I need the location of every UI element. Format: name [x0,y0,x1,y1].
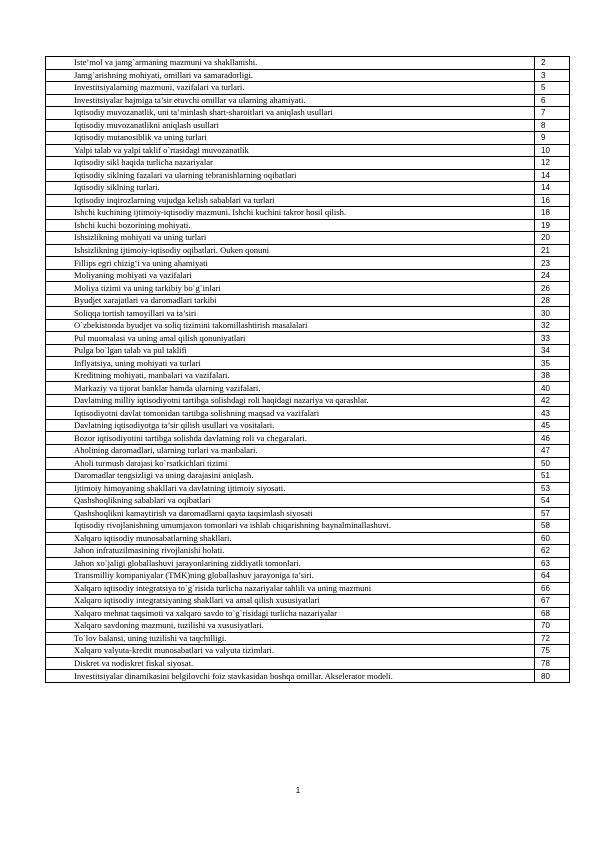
toc-row [46,57,570,70]
toc-row [46,344,570,357]
toc-entry-title: Davlatning iqtisodiyotga ta’sir qilish usullari va vositalari. [46,419,535,432]
toc-row [46,244,570,257]
toc-entry-title: Transmilliy kompaniyalar (TMK)ning globallashuv jarayoniga ta’siri. [46,570,535,583]
toc-entry-page: 45 [535,419,570,432]
toc-entry-title: Iqtisodiy inqirozlarning vujudga kelish sabablari va turlari [46,194,535,207]
toc-entry-title: Jahon xo`jaligi globallashuvi jarayonlarining ziddiyatli tomonlari. [46,557,535,570]
toc-entry-title: Iqtisodiyotni davlat tomonidan tartibga solishning maqsad va vazifalari [46,407,535,420]
toc-entry-page: 46 [535,432,570,445]
toc-entry-title: To`lov balansi, uning tuzilishi va taqchilligi. [46,632,535,645]
toc-entry-title: Pul muomalasi va uning amal qilish qonuniyatlari [46,332,535,345]
toc-entry-page: 12 [535,157,570,170]
toc-entry-page: 33 [535,332,570,345]
toc-row [46,282,570,295]
toc-row [46,219,570,232]
toc-entry-page: 50 [535,457,570,470]
toc-entry-page: 38 [535,369,570,382]
toc-entry-page: 57 [535,507,570,520]
toc-entry-page: 58 [535,520,570,533]
toc-row [46,507,570,520]
toc-row [46,169,570,182]
toc-row [46,657,570,670]
toc-entry-page: 14 [535,169,570,182]
toc-row [46,470,570,483]
toc-entry-page: 10 [535,144,570,157]
toc-entry-page: 54 [535,495,570,508]
toc-row [46,69,570,82]
toc-entry-page: 16 [535,194,570,207]
toc-entry-page: 2 [535,57,570,70]
toc-row [46,144,570,157]
toc-entry-page: 8 [535,119,570,132]
toc-entry-title: Qashshoqlikni kamaytirish va daromadlarni qayta taqsimlash siyosati [46,507,535,520]
toc-entry-title: Iqtisodiy rivojlanishning umumjaxon tomonlari va ishlab chiqarishning baynalminallashuvi. [46,520,535,533]
toc-entry-title: Yalpi talab va yalpi taklif o`rtasidagi muvozanatlik [46,144,535,157]
toc-entry-title: Investitsiyalar hajmiga ta’sir etuvchi omillar va ularning ahamiyati. [46,94,535,107]
toc-entry-title: Moliya tizimi va uning tarkibiy bo`g`inlari [46,282,535,295]
toc-row [46,407,570,420]
toc-entry-page: 53 [535,482,570,495]
toc-row [46,269,570,282]
toc-entry-title: Iste’mol va jamg`armaning mazmuni va shakllanishi. [46,57,535,70]
toc-row [46,157,570,170]
toc-row [46,94,570,107]
toc-entry-page: 60 [535,532,570,545]
toc-row [46,645,570,658]
toc-row [46,595,570,608]
toc-entry-page: 75 [535,645,570,658]
toc-entry-title: Iqtisodiy muvozanatlikni aniqlash usullari [46,119,535,132]
toc-entry-page: 26 [535,282,570,295]
toc-entry-page: 67 [535,595,570,608]
toc-entry-title: Iqtisodiy mutanosiblik va uning turlari [46,132,535,145]
toc-row [46,632,570,645]
toc-row [46,232,570,245]
toc-entry-page: 32 [535,319,570,332]
toc-entry-page: 35 [535,357,570,370]
toc-row [46,382,570,395]
toc-row [46,107,570,120]
toc-row [46,557,570,570]
toc-row [46,119,570,132]
toc-row [46,357,570,370]
toc-entry-title: Ijtimoiy himoyaning shakllari va davlatning ijtimoiy siyosati. [46,482,535,495]
toc-entry-title: Xalqaro valyuta-kredit munosabatlari va valyuta tizimlari. [46,645,535,658]
toc-row [46,194,570,207]
toc-entry-page: 3 [535,69,570,82]
toc-entry-page: 7 [535,107,570,120]
toc-entry-page: 34 [535,344,570,357]
toc-entry-page: 30 [535,307,570,320]
toc-entry-title: Aholi turmush darajasi ko`rsatkichlari tizimi [46,457,535,470]
toc-entry-page: 70 [535,620,570,633]
toc-row [46,457,570,470]
toc-entry-title: Investitsiyalarning mazmuni, vazifalari va turlari. [46,82,535,95]
table-of-contents [45,56,570,683]
toc-entry-title: Bozor iqtisodiyotini tartibga solishda davlatning roli va chegaralari. [46,432,535,445]
toc-row [46,670,570,683]
toc-row [46,607,570,620]
toc-row [46,419,570,432]
toc-entry-page: 14 [535,182,570,195]
toc-entry-title: Diskret va nodiskret fiskal siyosat. [46,657,535,670]
toc-entry-page: 43 [535,407,570,420]
toc-entry-page: 66 [535,582,570,595]
toc-entry-page: 21 [535,244,570,257]
toc-entry-title: Xalqaro iqtisodiy integratsiyaning shakllari va amal qilish xususiyatlari [46,595,535,608]
toc-entry-page: 64 [535,570,570,583]
toc-entry-title: Fillips egri chizig‘i va uning ahamiyati [46,257,535,270]
toc-entry-title: Pulga bo`lgan talab va pul taklifi [46,344,535,357]
toc-row [46,182,570,195]
toc-entry-title: Xalqaro mehnat taqsimoti va xalqaro savdo to`g`risidagi turlicha nazariyalar [46,607,535,620]
toc-row [46,307,570,320]
toc-entry-title: Soliqqa tortish tamoyillari va ta’siri [46,307,535,320]
toc-row [46,82,570,95]
toc-entry-title: Ishchi kuchining ijtimoiy-iqtisodiy mazmuni. Ishchi kuchini takror hosil qilish. [46,207,535,220]
toc-entry-title: Inflyatsiya, uning mohiyati va turlari [46,357,535,370]
toc-entry-page: 42 [535,394,570,407]
toc-entry-page: 19 [535,219,570,232]
toc-entry-title: Xalqaro savdoning mazmuni, tuzilishi va xususiyatlari. [46,620,535,633]
toc-row [46,495,570,508]
toc-entry-page: 80 [535,670,570,683]
toc-entry-title: Iqtisodiy sikl haqida turlicha nazariyalar [46,157,535,170]
toc-entry-title: Moliyaning mohiyati va vazifalari [46,269,535,282]
toc-entry-page: 78 [535,657,570,670]
toc-entry-title: Byudjet xarajatlari va daromadlari tarkibi [46,294,535,307]
toc-entry-title: Jahon infratuzilmasining rivojlanishi holati. [46,545,535,558]
toc-row [46,482,570,495]
toc-entry-title: Ishsizlikning mohiyati va uning turlari [46,232,535,245]
toc-entry-page: 51 [535,470,570,483]
toc-entry-title: Davlatning milliy iqtisodiyotni tartibga solishdagi roli haqidagi nazariya va qarashlar. [46,394,535,407]
toc-row [46,432,570,445]
toc-row [46,369,570,382]
toc-entry-title: Markaziy va tijorat banklar hamda ularning vazifalari. [46,382,535,395]
toc-entry-title: Aholining daromadlari, ularning turlari va manbalari. [46,444,535,457]
toc-entry-page: 47 [535,444,570,457]
toc-entry-title: Kreditning mohiyati, manbalari va vazifalari. [46,369,535,382]
toc-entry-page: 20 [535,232,570,245]
toc-entry-title: Ishchi kuchi bozorining mohiyati. [46,219,535,232]
toc-row [46,257,570,270]
toc-entry-page: 68 [535,607,570,620]
toc-entry-page: 24 [535,269,570,282]
toc-entry-title: Investitsiyalar dinamikasini belgilovchi foiz stavkasidan boshqa omillar. Akselerator modeli. [46,670,535,683]
page-number: 1 [295,786,301,795]
toc-row [46,570,570,583]
toc-entry-title: Jamg`arishning mohiyati, omillari va samaradorligi. [46,69,535,82]
toc-entry-title: Iqtisodiy siklning turlari. [46,182,535,195]
toc-row [46,394,570,407]
toc-row [46,620,570,633]
toc-entry-page: 28 [535,294,570,307]
toc-row [46,520,570,533]
toc-entry-title: Xalqaro iqtisodiy munosabatlarning shakllari. [46,532,535,545]
toc-row [46,582,570,595]
toc-row [46,207,570,220]
toc-entry-page: 9 [535,132,570,145]
toc-row [46,545,570,558]
toc-entry-page: 18 [535,207,570,220]
toc-row [46,532,570,545]
toc-body [46,57,570,683]
toc-entry-title: O`zbekistonda byudjet va soliq tizimini takomillashtirish masalalari [46,319,535,332]
toc-entry-title: Ishsizlikning ijtimoiy-iqtisodiy oqibatlari. Ouken qonuni [46,244,535,257]
toc-entry-title: Iqtisodiy muvozanatlik, uni ta’minlash shart-sharoitlari va aniqlash usullari [46,107,535,120]
toc-entry-page: 5 [535,82,570,95]
toc-entry-page: 40 [535,382,570,395]
toc-row [46,332,570,345]
toc-entry-page: 72 [535,632,570,645]
toc-entry-title: Iqtisodiy siklning fazalari va ularning tebranishlarning oqibatlari [46,169,535,182]
toc-entry-page: 63 [535,557,570,570]
toc-entry-title: Daromadlar tengsizligi va uning darajasini aniqlash. [46,470,535,483]
toc-row [46,319,570,332]
toc-entry-page: 23 [535,257,570,270]
toc-entry-title: Xalqaro iqtisodiy integratsiya to`g`risida turlicha nazariyalar tahlili va uning mazmuni [46,582,535,595]
toc-entry-title: Qashshoqlikning sabablari va oqibatlari [46,495,535,508]
toc-entry-page: 6 [535,94,570,107]
toc-row [46,132,570,145]
toc-entry-page: 62 [535,545,570,558]
toc-row [46,294,570,307]
toc-row [46,444,570,457]
